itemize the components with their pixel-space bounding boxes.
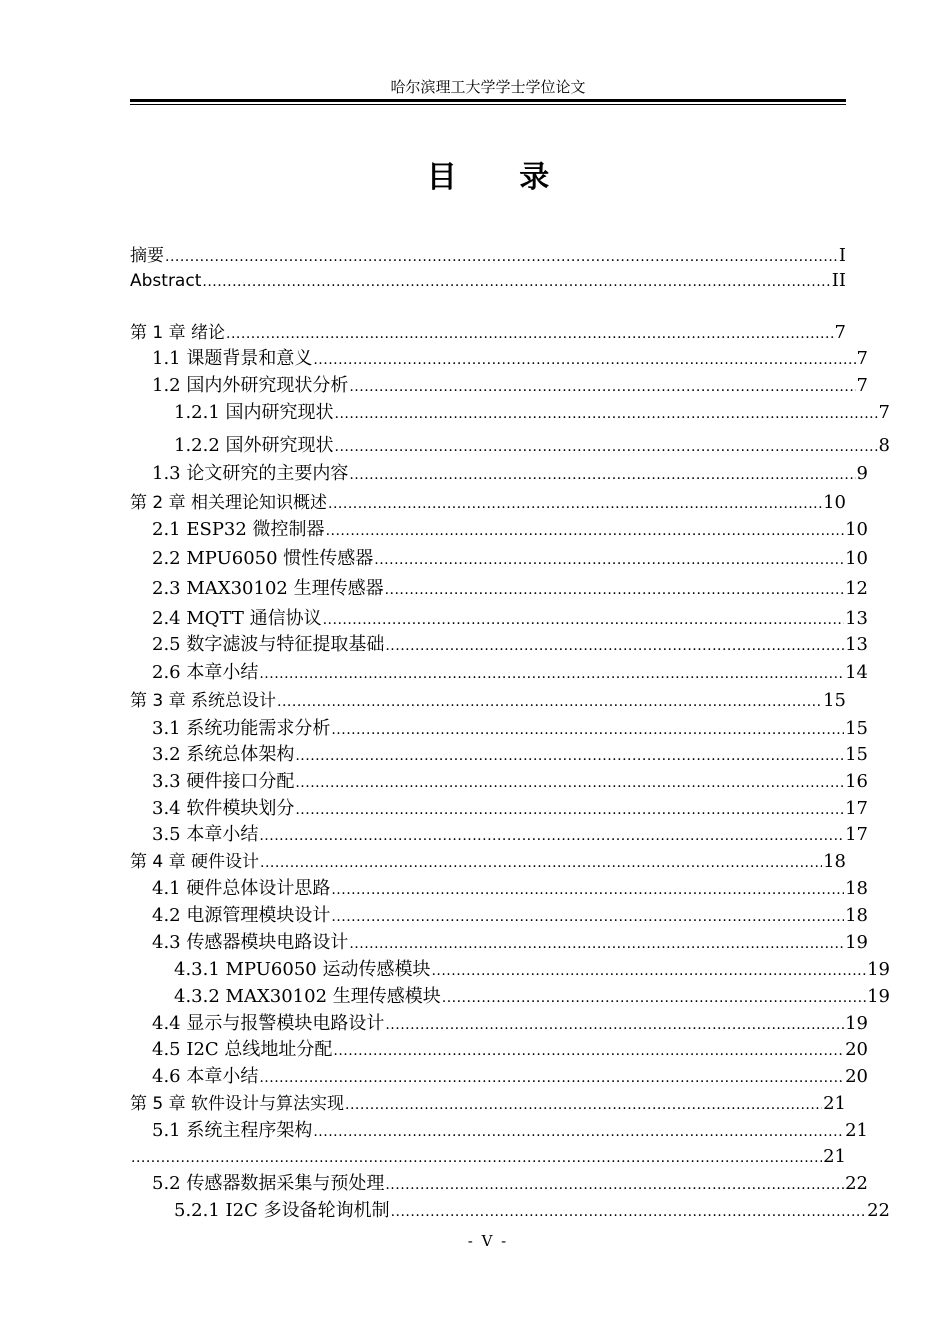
toc-entry-label: 1.2.1 国内研究现状: [174, 402, 334, 423]
toc-leader-dots: [295, 743, 844, 769]
toc-leader-dots: [323, 607, 844, 633]
toc-entry[interactable]: [130, 822, 868, 848]
toc-entry-page: 17: [845, 798, 868, 819]
toc-entry[interactable]: [130, 742, 868, 768]
toc-entry[interactable]: [130, 688, 846, 714]
toc-entry-label: 4.3 传感器模块电路设计: [152, 932, 349, 953]
toc-entry-page: 21: [823, 1093, 846, 1114]
header-rule-thick: [130, 99, 846, 102]
toc-entry-label: 2.1 ESP32 微控制器: [152, 519, 325, 540]
toc-leader-dots: [202, 269, 830, 295]
toc-entry-page: 9: [856, 463, 868, 484]
toc-leader-dots: [313, 1119, 844, 1145]
toc-entry-label: 1.2.2 国外研究现状: [174, 435, 334, 456]
toc-entry-label: 4.1 硬件总体设计思路: [152, 878, 331, 899]
toc-leader-dots: [260, 850, 822, 876]
toc-entry[interactable]: [130, 660, 868, 686]
toc-entry-page: 18: [845, 878, 868, 899]
toc-entry-label: 1.1 课题背景和意义: [152, 348, 313, 369]
toc-leader-dots: [131, 1145, 822, 1171]
toc-entry-page: 14: [845, 662, 868, 683]
toc-entry-label: 第 3 章 系统总设计: [130, 691, 277, 711]
toc-entry-page: 19: [845, 932, 868, 953]
toc-entry-page: 7: [856, 348, 868, 369]
toc-leader-dots: [331, 904, 844, 930]
toc-entry[interactable]: [130, 903, 868, 929]
toc-leader-dots: [391, 1199, 867, 1225]
toc-entry-page: II: [831, 270, 846, 291]
toc-leader-dots: [326, 518, 845, 544]
toc-leader-dots: [259, 823, 844, 849]
toc-entry-page: 19: [845, 1013, 868, 1034]
toc-entry-label: 3.2 系统总体架构: [152, 744, 295, 765]
toc-entry[interactable]: [130, 796, 868, 822]
toc-entry-label: 1.2 国内外研究现状分析: [152, 375, 349, 396]
toc-leader-dots: [295, 797, 844, 823]
toc-entry[interactable]: [130, 268, 846, 294]
toc-entry-label: 4.3.2 MAX30102 生理传感模块: [174, 986, 441, 1007]
toc-entry[interactable]: [130, 346, 868, 372]
toc-entry-page: 15: [845, 744, 868, 765]
toc-entry-page: 20: [845, 1039, 868, 1060]
toc-entry-label: 4.4 显示与报警模块电路设计: [152, 1013, 385, 1034]
toc-entry[interactable]: [130, 716, 868, 742]
toc-entry[interactable]: [130, 546, 868, 572]
toc-entry-label: 2.6 本章小结: [152, 662, 259, 683]
toc-entry-label: Abstract: [130, 271, 202, 291]
toc-entry[interactable]: [130, 1198, 890, 1224]
toc-entry-label: 第 4 章 硬件设计: [130, 852, 260, 872]
toc-entry-page: I: [838, 245, 846, 266]
toc-entry[interactable]: [130, 930, 868, 956]
toc-leader-dots: [431, 958, 866, 984]
toc-entry[interactable]: [130, 576, 868, 602]
toc-leader-dots: [226, 321, 834, 347]
toc-leader-dots: [335, 401, 878, 427]
toc-entry-label: 第 5 章 软件设计与算法实现: [130, 1094, 345, 1114]
toc-entry-page: 18: [823, 851, 846, 872]
toc-entry-page: 12: [845, 578, 868, 599]
toc-entry-page: 19: [867, 986, 890, 1007]
toc-entry-label: 5.1 系统主程序架构: [152, 1120, 313, 1141]
toc-leader-dots: [385, 1172, 844, 1198]
toc-leader-dots: [331, 717, 844, 743]
toc-entry[interactable]: [130, 1118, 868, 1144]
toc-leader-dots: [313, 347, 855, 373]
toc-entry[interactable]: [130, 1144, 846, 1170]
toc-entry[interactable]: [130, 769, 868, 795]
toc-leader-dots: [259, 1065, 844, 1091]
toc-leader-dots: [374, 547, 844, 573]
toc-entry-label: 4.3.1 MPU6050 运动传感模块: [174, 959, 431, 980]
toc-leader-dots: [335, 434, 878, 460]
toc-entry-label: 第 2 章 相关理论知识概述: [130, 493, 328, 513]
toc-entry-label: 4.5 I2C 总线地址分配: [152, 1039, 333, 1060]
toc-entry-page: 21: [823, 1146, 846, 1167]
toc-entry-page: 20: [845, 1066, 868, 1087]
toc-entry-page: 10: [845, 519, 868, 540]
toc-entry-label: 2.5 数字滤波与特征提取基础: [152, 634, 385, 655]
toc-leader-dots: [349, 374, 855, 400]
toc-leader-dots: [259, 661, 844, 687]
toc-entry-label: 4.2 电源管理模块设计: [152, 905, 331, 926]
toc-entry-page: 15: [845, 718, 868, 739]
toc-entry-label: 2.2 MPU6050 惯性传感器: [152, 548, 374, 569]
toc-entry[interactable]: [130, 606, 868, 632]
toc-leader-dots: [295, 770, 844, 796]
toc-entry-label: 摘要: [130, 246, 164, 266]
toc-entry-page: 13: [845, 608, 868, 629]
header-rule-thin: [130, 104, 846, 105]
toc-entry[interactable]: [130, 1064, 868, 1090]
toc-entry[interactable]: [130, 957, 890, 983]
toc-entry[interactable]: [130, 320, 846, 346]
toc-entry[interactable]: [130, 632, 868, 658]
toc-entry[interactable]: [130, 1091, 846, 1117]
toc-entry-page: 22: [867, 1200, 890, 1221]
toc-entry-label: 3.3 硬件接口分配: [152, 771, 295, 792]
toc-leader-dots: [349, 931, 844, 957]
toc-leader-dots: [328, 491, 822, 517]
page-header: 哈尔滨理工大学学士学位论文: [390, 78, 586, 96]
toc-entry[interactable]: [130, 1037, 868, 1063]
toc-entry[interactable]: [130, 373, 868, 399]
toc-entry-page: 10: [845, 548, 868, 569]
toc-leader-dots: [333, 1038, 844, 1064]
toc-entry[interactable]: [130, 461, 868, 487]
toc-entry-page: 17: [845, 824, 868, 845]
toc-entry-label: 2.4 MQTT 通信协议: [152, 608, 322, 629]
toc-leader-dots: [385, 633, 844, 659]
toc-entry-label: 3.5 本章小结: [152, 824, 259, 845]
toc-entry[interactable]: [130, 490, 846, 516]
toc-entry-page: 18: [845, 905, 868, 926]
toc-leader-dots: [165, 244, 838, 270]
toc-leader-dots: [349, 462, 855, 488]
toc-entry-label: 4.6 本章小结: [152, 1066, 259, 1087]
toc-entry[interactable]: [130, 1011, 868, 1037]
toc-entry[interactable]: [130, 243, 846, 269]
toc-entry[interactable]: [130, 400, 890, 426]
toc-leader-dots: [385, 577, 845, 603]
toc-leader-dots: [385, 1012, 844, 1038]
page-title: 目 录: [426, 160, 576, 195]
toc-entry-page: 13: [845, 634, 868, 655]
toc-entry-label: 5.2 传感器数据采集与预处理: [152, 1173, 385, 1194]
toc-entry-page: 10: [823, 492, 846, 513]
toc-entry-label: 3.1 系统功能需求分析: [152, 718, 331, 739]
toc-entry-label: 3.4 软件模块划分: [152, 798, 295, 819]
toc-entry[interactable]: [130, 849, 846, 875]
toc-entry-page: 8: [878, 435, 890, 456]
toc-entry-label: 2.3 MAX30102 生理传感器: [152, 578, 384, 599]
toc-entry[interactable]: [130, 433, 890, 459]
toc-leader-dots: [345, 1092, 822, 1118]
toc-leader-dots: [331, 877, 844, 903]
toc-entry-page: 22: [845, 1173, 868, 1194]
toc-entry[interactable]: [130, 1171, 868, 1197]
toc-entry-page: 15: [823, 690, 846, 711]
toc-entry-page: 7: [856, 375, 868, 396]
page-number: - V -: [467, 1232, 509, 1250]
toc-entry-page: 7: [834, 322, 846, 343]
toc-entry-label: 5.2.1 I2C 多设备轮询机制: [174, 1200, 390, 1221]
toc-entry[interactable]: [130, 517, 868, 543]
toc-entry[interactable]: [130, 876, 868, 902]
toc-entry-page: 16: [845, 771, 868, 792]
toc-leader-dots: [277, 689, 822, 715]
toc-leader-dots: [442, 985, 866, 1011]
toc-entry-label: 第 1 章 绪论: [130, 323, 226, 343]
toc-entry-label: 1.3 论文研究的主要内容: [152, 463, 349, 484]
toc-entry[interactable]: [130, 984, 890, 1010]
toc-entry-page: 19: [867, 959, 890, 980]
toc-entry-page: 21: [845, 1120, 868, 1141]
toc-entry-page: 7: [878, 402, 890, 423]
